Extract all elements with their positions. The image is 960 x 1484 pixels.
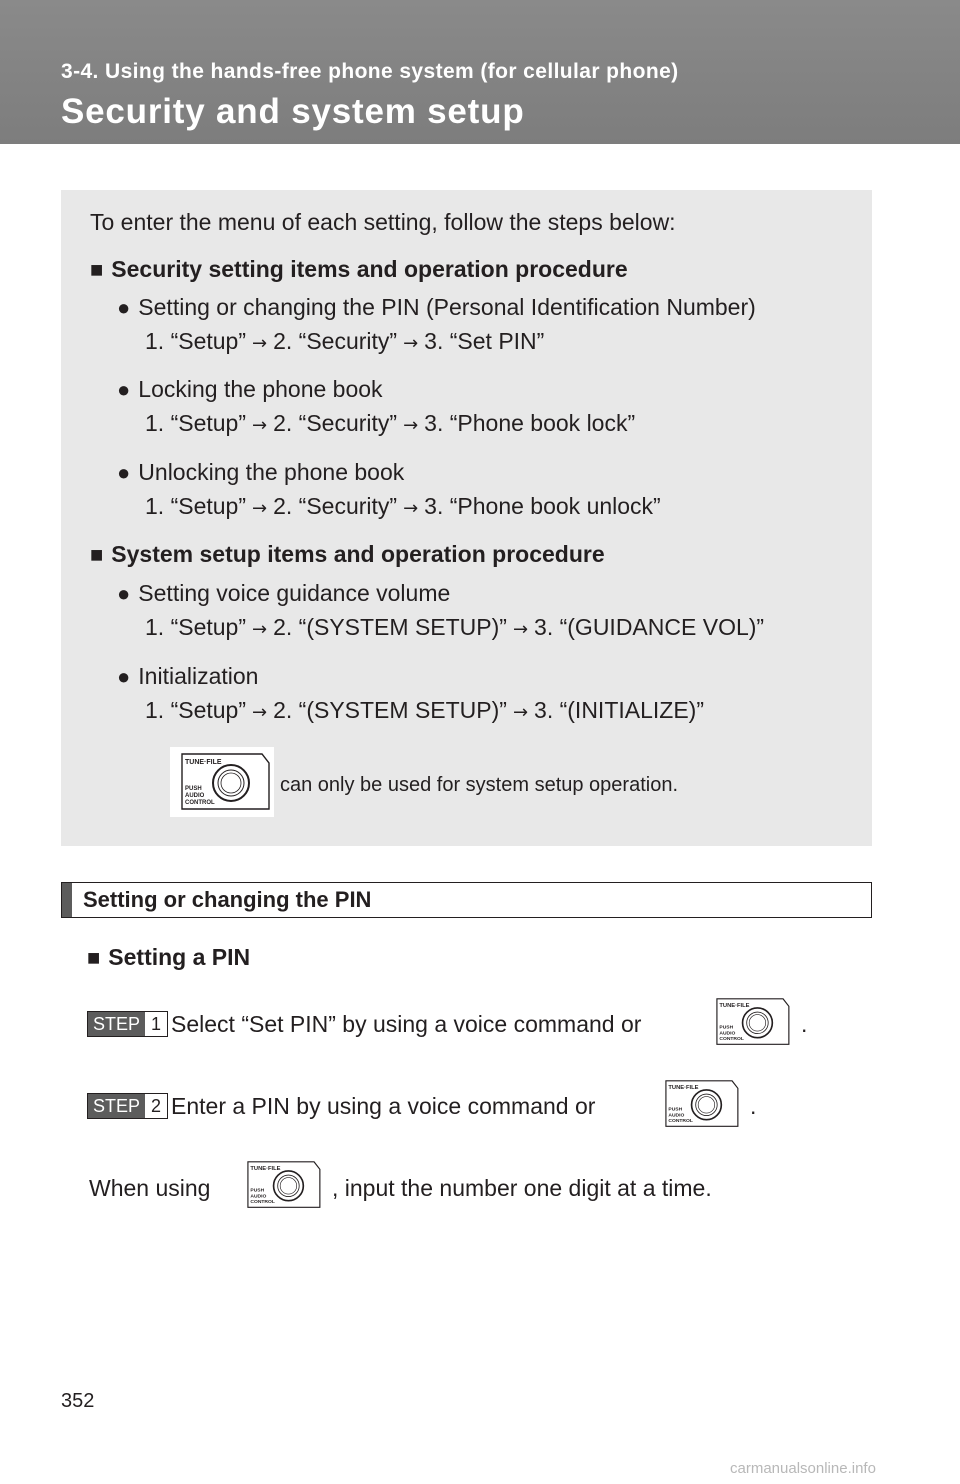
- arrow-icon: →: [403, 498, 419, 519]
- svg-text:TUNE·FILE: TUNE·FILE: [719, 1003, 750, 1010]
- arrow-icon: →: [252, 415, 268, 436]
- tune-file-knob-icon: [707, 993, 793, 1051]
- step-1-text: Select “Set PIN” by using a voice command or: [171, 1011, 642, 1037]
- system-item-volume: ● Setting voice guidance volume: [117, 580, 451, 606]
- step-1-badge: STEP 1: [87, 1011, 168, 1037]
- square-bullet-icon: ■: [87, 945, 101, 970]
- watermark: carmanualsonline.info: [730, 1460, 876, 1477]
- step-2-end: .: [750, 1093, 757, 1119]
- svg-text:AUDIO: AUDIO: [185, 793, 205, 799]
- square-bullet-icon: ■: [90, 542, 104, 567]
- section-label: 3-4. Using the hands-free phone system (for cellular phone): [61, 60, 679, 83]
- knob-note: can only be used for system setup operation.: [280, 774, 679, 796]
- bullet-icon: ●: [117, 295, 131, 320]
- svg-text:CONTROL: CONTROL: [719, 1037, 744, 1043]
- page-number: 352: [61, 1390, 95, 1412]
- using-text-before: When using: [89, 1175, 211, 1201]
- heading-bar: [62, 883, 72, 917]
- svg-text:CONTROL: CONTROL: [668, 1119, 693, 1125]
- info-box: [61, 190, 872, 846]
- square-bullet-icon: ■: [90, 257, 104, 282]
- bullet-icon: ●: [117, 664, 131, 689]
- bullet-icon: ●: [117, 460, 131, 485]
- arrow-icon: →: [252, 619, 268, 640]
- pin-section-heading: [61, 882, 872, 918]
- step-1-end: .: [801, 1011, 808, 1037]
- arrow-icon: →: [403, 333, 419, 354]
- svg-text:PUSH: PUSH: [668, 1107, 683, 1113]
- svg-text:PUSH: PUSH: [250, 1188, 265, 1194]
- svg-text:TUNE·FILE: TUNE·FILE: [668, 1085, 699, 1092]
- system-heading: ■ System setup items and operation procedure: [90, 541, 605, 567]
- step-2-text: Enter a PIN by using a voice command or: [171, 1093, 596, 1119]
- system-item-initialize-steps: 1. “Setup” → 2. “(SYSTEM SETUP)” → 3. “(INITIALIZE)”: [145, 697, 704, 723]
- step-2-badge: STEP 2: [87, 1093, 168, 1119]
- tune-file-knob-icon: [170, 747, 274, 817]
- system-item-volume-steps: 1. “Setup” → 2. “(SYSTEM SETUP)” → 3. “(GUIDANCE VOL)”: [145, 614, 765, 640]
- knob-svg: [656, 1075, 742, 1133]
- security-item-set-pin-steps: 1. “Setup” → 2. “Security” → 3. “Set PIN”: [145, 328, 545, 354]
- system-item-initialize: ● Initialization: [117, 663, 259, 689]
- svg-text:AUDIO: AUDIO: [250, 1194, 267, 1200]
- svg-text:PUSH: PUSH: [185, 786, 202, 792]
- security-item-lock: ● Locking the phone book: [117, 376, 383, 402]
- arrow-icon: →: [252, 702, 268, 723]
- tune-file-knob-icon: [238, 1156, 324, 1214]
- svg-text:TUNE·FILE: TUNE·FILE: [185, 759, 222, 766]
- tune-file-knob-icon: [656, 1075, 742, 1133]
- svg-text:AUDIO: AUDIO: [719, 1031, 736, 1037]
- arrow-icon: →: [512, 702, 529, 723]
- bullet-icon: ●: [117, 581, 131, 606]
- arrow-icon: →: [252, 333, 268, 354]
- svg-text:CONTROL: CONTROL: [250, 1200, 275, 1206]
- page-header: [0, 0, 960, 144]
- security-item-unlock-steps: 1. “Setup” → 2. “Security” → 3. “Phone book unlock”: [145, 493, 661, 519]
- svg-text:AUDIO: AUDIO: [668, 1113, 685, 1119]
- security-heading: ■ Security setting items and operation procedure: [90, 256, 628, 282]
- using-text-after: , input the number one digit at a time.: [332, 1175, 712, 1201]
- page-title: Security and system setup: [61, 92, 525, 131]
- pin-subheading: ■ Setting a PIN: [87, 944, 251, 970]
- arrow-icon: →: [512, 619, 529, 640]
- knob-svg: [707, 993, 793, 1051]
- arrow-icon: →: [252, 498, 268, 519]
- svg-text:PUSH: PUSH: [719, 1025, 734, 1031]
- pin-heading-text: Setting or changing the PIN: [83, 887, 372, 912]
- security-item-unlock: ● Unlocking the phone book: [117, 459, 405, 485]
- security-item-set-pin: ● Setting or changing the PIN (Personal Identification Number): [117, 294, 756, 320]
- arrow-icon: →: [403, 415, 419, 436]
- svg-text:TUNE·FILE: TUNE·FILE: [250, 1166, 281, 1173]
- security-item-lock-steps: 1. “Setup” → 2. “Security” → 3. “Phone book lock”: [145, 410, 636, 436]
- svg-text:CONTROL: CONTROL: [185, 800, 215, 806]
- bullet-icon: ●: [117, 377, 131, 402]
- intro-text: To enter the menu of each setting, follow the steps below:: [90, 209, 676, 235]
- knob-svg: [170, 747, 274, 817]
- knob-svg: [238, 1156, 324, 1214]
